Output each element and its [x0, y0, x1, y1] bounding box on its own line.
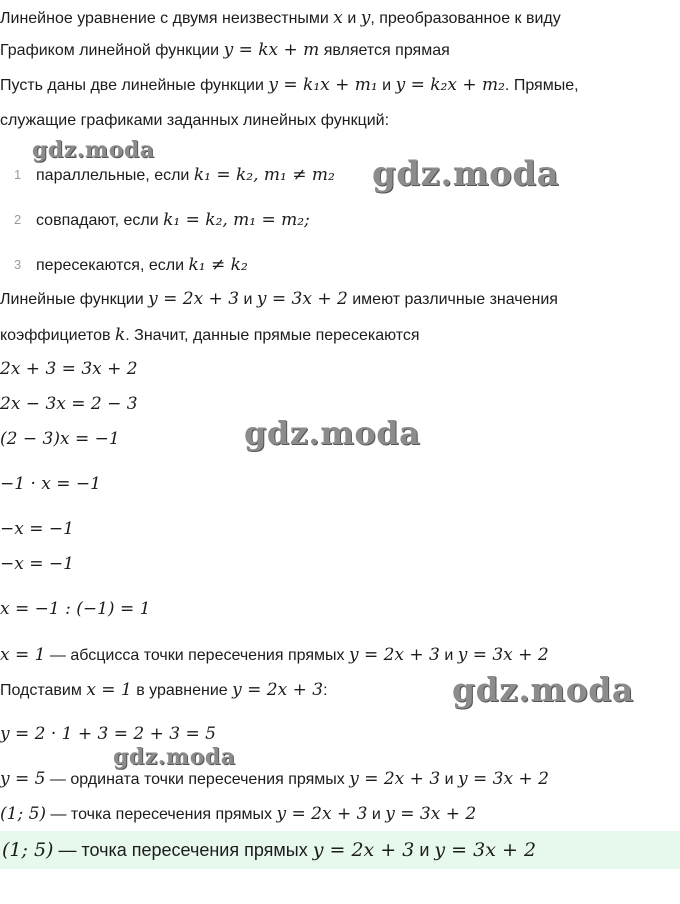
text-segment: — точка пересечения прямых — [46, 806, 277, 823]
text-line — [0, 324, 420, 347]
math-expression: y = 2x + 3 — [348, 645, 440, 665]
text-line — [0, 288, 558, 311]
math-expression: (1; 5) — [0, 804, 47, 824]
watermark: gdz.moda — [113, 744, 236, 770]
watermark: gdz.moda — [452, 670, 634, 709]
answer-box — [0, 831, 680, 869]
math-expression: y = 5 — [0, 769, 46, 789]
equation-step: (2 − 3)x = −1 — [0, 429, 120, 449]
math-expression: y = 2x + 3 — [276, 804, 368, 824]
text-segment: и — [367, 806, 386, 823]
math-expression: y = 3x + 2 — [385, 804, 477, 824]
text-line — [0, 39, 450, 62]
text-segment: является прямая — [319, 42, 450, 59]
equation-step: 2x + 3 = 3x + 2 — [0, 359, 138, 379]
math-expression: x = 1 — [86, 680, 132, 700]
math-expression: y = 2x + 3 — [232, 680, 324, 700]
math-expression: y = 3x + 2 — [457, 645, 549, 665]
math-expression: k₁ = k₂, m₁ ≠ m₂ — [193, 165, 335, 185]
text-segment: Линейные функции — [0, 291, 149, 308]
list-item — [36, 209, 310, 232]
text-segment: пересекаются, если — [36, 257, 189, 274]
equation-step: −1 · x = −1 — [0, 474, 101, 494]
text-segment: и — [377, 77, 396, 94]
math-expression: x = 1 — [0, 645, 46, 665]
list-number: 3 — [14, 257, 22, 272]
text-line — [0, 74, 579, 97]
math-expression: y = 2x + 3 — [312, 839, 415, 861]
text-line — [0, 803, 476, 826]
watermark: gdz.moda — [32, 137, 155, 163]
math-expression: y = 3x + 2 — [457, 769, 549, 789]
math-expression: y = k₁x + m₁ — [268, 75, 378, 95]
watermark: gdz.moda — [244, 414, 421, 452]
text-line — [0, 644, 549, 667]
math-expression: y = 3x + 2 — [434, 839, 537, 861]
text-segment: — абсцисса точки пересечения прямых — [45, 647, 349, 664]
text-segment: . Значит, данные прямые пересекаются — [125, 327, 420, 344]
text-segment: Графиком линейной функции — [0, 42, 224, 59]
math-expression: y = k₂x + m₂ — [395, 75, 505, 95]
text-line — [0, 679, 328, 702]
text-segment: в уравнение — [131, 682, 233, 699]
text-segment: параллельные, если — [36, 167, 194, 184]
math-expression: k₁ = k₂, m₁ = m₂; — [163, 210, 310, 230]
math-expression: k₁ ≠ k₂ — [188, 255, 248, 275]
text-segment: Пусть даны две линейные функции — [0, 77, 269, 94]
math-expression: y = 3x + 2 — [256, 289, 348, 309]
math-expression: y = 2x + 3 — [148, 289, 240, 309]
text-segment: и — [414, 840, 435, 860]
equation-step: 2x − 3x = 2 − 3 — [0, 394, 138, 414]
text-segment: и — [439, 647, 458, 664]
math-expression: (1; 5) — [2, 839, 54, 861]
list-item — [36, 164, 335, 187]
math-x: x — [333, 8, 343, 28]
equation-step: −x = −1 — [0, 554, 74, 574]
list-item — [36, 254, 248, 277]
equation-step: y = 2 · 1 + 3 = 2 + 3 = 5 — [0, 724, 216, 744]
text-segment: — точка пересечения прямых — [53, 840, 313, 860]
list-number: 1 — [14, 167, 22, 182]
list-number: 2 — [14, 212, 22, 227]
math-y: y — [360, 8, 371, 28]
text-segment: коэффициетов — [0, 327, 115, 344]
equation-step: −x = −1 — [0, 519, 74, 539]
text-segment: совпадают, если — [36, 212, 164, 229]
text-line — [0, 7, 561, 30]
text-segment: имеют различные значения — [347, 291, 558, 308]
math-expression: y = 2x + 3 — [349, 769, 441, 789]
text-segment: и — [342, 10, 361, 27]
text-line — [0, 768, 549, 791]
math-k: k — [114, 325, 126, 345]
watermark: gdz.moda — [372, 154, 560, 194]
text-segment: . Прямые, — [504, 77, 579, 94]
equation-step: x = −1 : (−1) = 1 — [0, 599, 151, 619]
text-segment: и — [239, 291, 257, 308]
text-segment: — ордината точки пересечения прямых — [45, 771, 350, 788]
text-segment: Подставим — [0, 682, 87, 699]
answer-text — [2, 839, 536, 861]
text-segment: служащие графиками заданных линейных функций: — [0, 112, 390, 129]
text-segment: : — [323, 682, 328, 699]
text-segment: , преобразованное к виду — [370, 10, 561, 27]
text-segment: и — [440, 771, 458, 788]
text-segment: Линейное уравнение с двумя неизвестными — [0, 10, 334, 27]
text-line — [0, 110, 389, 132]
math-expression: y = kx + m — [223, 40, 320, 60]
